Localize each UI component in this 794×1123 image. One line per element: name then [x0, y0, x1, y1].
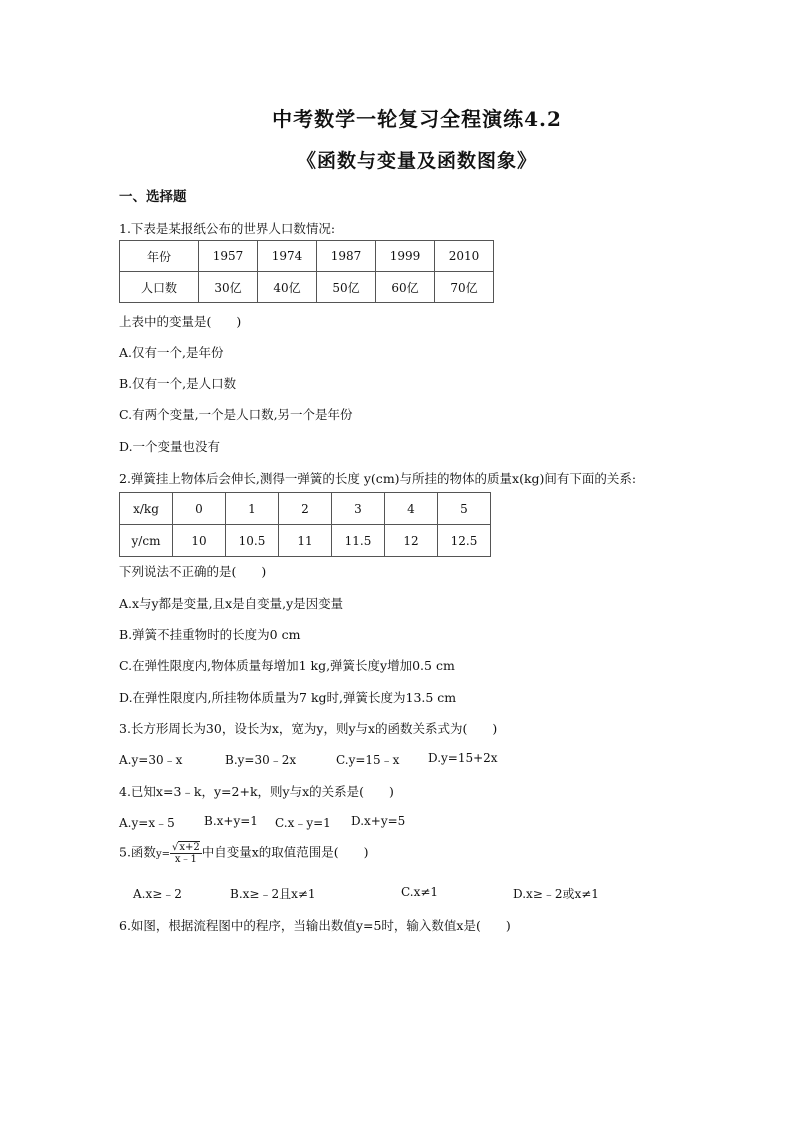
fraction: [170, 841, 202, 865]
q3-option-d: D.y=15+2x: [428, 751, 498, 765]
table-cell: 人口数: [120, 272, 199, 303]
q3-option-b: B.y=30﹣2x: [225, 753, 297, 767]
section-heading: 一、选择题: [119, 189, 187, 205]
q5-suffix: 中自变量x的取值范围是( ): [201, 844, 369, 860]
q5-formula: [155, 842, 202, 865]
table-cell: 1974: [258, 241, 317, 272]
table-cell: 10.5: [226, 525, 279, 557]
document-subtitle: 《函数与变量及函数图象》: [296, 150, 537, 172]
numerator: x+2: [179, 842, 200, 853]
q3-option-c: C.y=15﹣x: [336, 753, 400, 767]
table-cell: 5: [438, 493, 491, 525]
q1-option-b: B.仅有一个,是人口数: [119, 376, 237, 391]
table-cell: 0: [173, 493, 226, 525]
table-cell: 12: [385, 525, 438, 557]
table-cell: 2: [279, 493, 332, 525]
table-cell: 年份: [120, 241, 199, 272]
table-row: [120, 241, 494, 272]
q3-stem: 3.长方形周长为30，设长为x，宽为y，则y与x的函数关系式为( ): [119, 721, 498, 736]
q4-option-a: A.y=x﹣5: [119, 816, 175, 830]
document-title: 中考数学一轮复习全程演练4.2: [272, 107, 562, 131]
q2-stem: 2.弹簧挂上物体后会伸长,测得一弹簧的长度 y(cm)与所挂的物体的质量x(kg)间有下面的关系:: [119, 471, 637, 486]
table-cell: 11: [279, 525, 332, 557]
q1-question: 上表中的变量是( ): [119, 314, 242, 329]
table-cell: 2010: [435, 241, 494, 272]
q2-option-a: A.x与y都是变量,且x是自变量,y是因变量: [119, 596, 344, 611]
table-cell: 50亿: [317, 272, 376, 303]
q1-stem: 1.下表是某报纸公布的世界人口数情况:: [119, 221, 336, 236]
q5-option-b: B.x≥﹣2且x≠1: [230, 887, 316, 901]
q5-prefix: 5.函数: [119, 844, 156, 860]
table-cell: 11.5: [332, 525, 385, 557]
q1-option-a: A.仅有一个,是年份: [119, 345, 224, 360]
q4-option-c: C.x﹣y=1: [275, 816, 331, 830]
q5-stem: [119, 841, 369, 865]
table-cell: 12.5: [438, 525, 491, 557]
denominator: x﹣1: [174, 854, 197, 865]
q6-stem: 6.如图，根据流程图中的程序，当输出数值y=5时，输入数值x是( ): [119, 918, 511, 933]
q4-option-d: D.x+y=5: [351, 814, 406, 828]
table-cell: y/cm: [120, 525, 173, 557]
table-cell: x/kg: [120, 493, 173, 525]
table-cell: 10: [173, 525, 226, 557]
q5-option-c: C.x≠1: [401, 885, 439, 899]
q4-stem: 4.已知x=3﹣k，y=2+k，则y与x的关系是( ): [119, 784, 394, 799]
q2-option-b: B.弹簧不挂重物时的长度为0 cm: [119, 627, 301, 642]
table-cell: 4: [385, 493, 438, 525]
spring-table: [119, 492, 491, 557]
q2-question: 下列说法不正确的是( ): [119, 564, 267, 579]
table-cell: 1999: [376, 241, 435, 272]
population-table: [119, 240, 494, 303]
q4-option-b: B.x+y=1: [204, 814, 258, 828]
table-cell: 40亿: [258, 272, 317, 303]
q5-formula-lhs: y=: [155, 848, 170, 860]
sqrt-icon: √: [171, 842, 179, 853]
q2-option-c: C.在弹性限度内,物体质量每增加1 kg,弹簧长度y增加0.5 cm: [119, 658, 455, 673]
table-cell: 1987: [317, 241, 376, 272]
q5-option-d: D.x≥﹣2或x≠1: [513, 887, 599, 901]
table-cell: 3: [332, 493, 385, 525]
table-row: [120, 272, 494, 303]
table-row: [120, 525, 491, 557]
table-cell: 1957: [199, 241, 258, 272]
table-cell: 70亿: [435, 272, 494, 303]
table-cell: 60亿: [376, 272, 435, 303]
q1-option-c: C.有两个变量,一个是人口数,另一个是年份: [119, 407, 353, 422]
table-cell: 1: [226, 493, 279, 525]
table-row: [120, 493, 491, 525]
table-cell: 30亿: [199, 272, 258, 303]
q1-option-d: D.一个变量也没有: [119, 439, 221, 454]
q5-option-a: A.x≥﹣2: [133, 887, 182, 901]
q2-option-d: D.在弹性限度内,所挂物体质量为7 kg时,弹簧长度为13.5 cm: [119, 690, 457, 705]
q3-option-a: A.y=30﹣x: [119, 753, 183, 767]
